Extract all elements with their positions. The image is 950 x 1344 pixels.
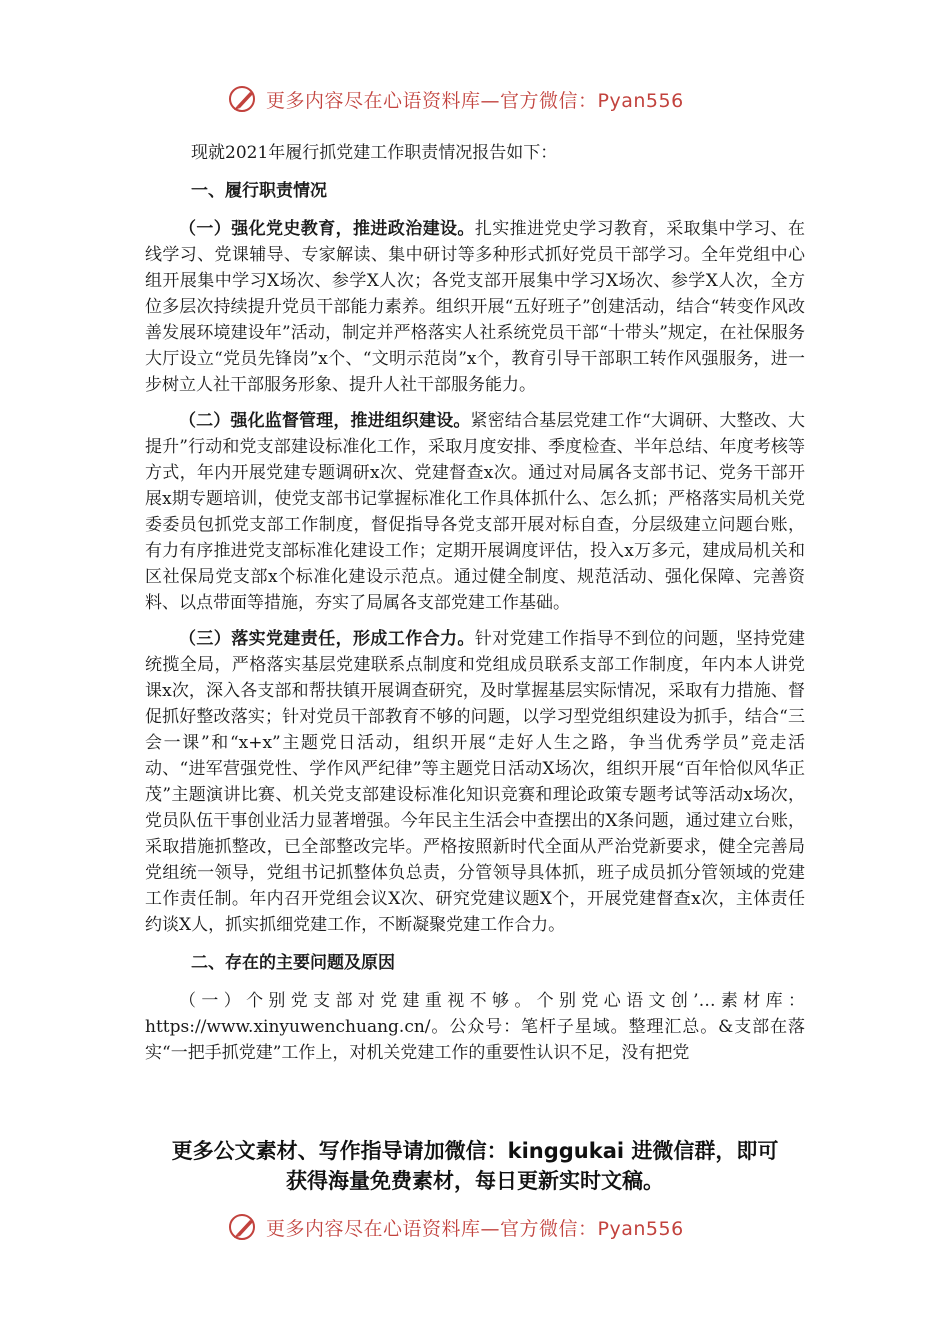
item-2-body: 紧密结合基层党建工作“大调研、大整改、大提升”行动和党支部建设标准化工作，采取月度安排、季度检查、半年总结、年度考核等方式，年内开展党建专题调研x次、党建督查x次。通过对局属各支部书记、党务干部开展x期专题培训，使党支部书记掌握标准化工作具体抓什么、怎么抓；严格落实局机关党委委员包抓党支部工作制度，督促指导各党支部开展对标自查，分层级建立问题台账，有力有序推进党支部标准化建设工作；定期开展调度评估，投入x万多元，建成局机关和区社保局党支部x个标准化建设示范点。通过健全制度、规范活动、强化保障、完善资料、以点带面等措施，夯实了局属各支部党建工作基础。 [145,411,806,613]
section-1-heading: 一、履行职责情况 [191,181,327,201]
section-1-item-2 [145,408,805,616]
item-3-body: 针对党建工作指导不到位的问题，坚持党建统揽全局，严格落实基层党建联系点制度和党组成员联系支部工作制度，年内本人讲党课x次，深入各支部和帮扶镇开展调查研究，及时掌握基层实际情况，采取有力措施、督促抓好整改落实；针对党员干部教育不够的问题，以学习型党组织建设为抓手，结合“三会一课”和“x+x”主题党日活动，组织开展“走好人生之路，争当优秀学员”竞走活动、“进军营强党性、学作风严纪律”等主题党日活动X场次，组织开展“百年恰似风华正茂”主题演讲比赛、机关党支部建设标准化知识竞赛和理论政策专题考试等活动x场次，党员队伍干事创业活力显著增强。今年民主生活会中查摆出的X条问题，通过建立台账，采取措施抓整改，已全部整改完毕。严格按照新时代全面从严治党新要求，健全完善局党组统一领导，党组书记抓整体负总责，分管领导具体抓，班子成员抓分管领域的党建工作责任制。年内召开党组会议X次、研究党建议题X个，开展党建督查x次，主体责任约谈X人，抓实抓细党建工作，不断凝聚党建工作合力。 [145,629,806,935]
item-1-body: 扎实推进党史学习教育，采取集中学习、在线学习、党课辅导、专家解读、集中研讨等多种形式抓好党员干部学习。全年党组中心组开展集中学习X场次、参学X人次；各党支部开展集中学习X场次、参学X人次，全方位多层次持续提升党员干部能力素养。组织开展“五好班子”创建活动，结合“转变作风改善发展环境建设年”活动，制定并严格落实人社系统党员干部“十带头”规定，在社保服务大厅设立“党员先锋岗”x个、“文明示范岗”x个，教育引导干部职工转作风强服务，进一步树立人社干部服务形象、提升人社干部服务能力。 [145,219,806,395]
section-2-paragraph-1: （一）个别党支部对党建重视不够。个别党心语文创’…素材库：https://www.xinyuwenchuang.cn/。公众号：笔杆子星域。整理汇总。&支部在落实“一把手抓党建”工作上，对机关党建工作的重要性认识不足，没有把党 [145,991,805,1063]
promo-banner-line-1: 更多公文素材、写作指导请加微信：kinggukai 进微信群，即可 [171,1139,779,1163]
pen-logo-icon [228,1212,258,1242]
section-1-item-1 [145,216,805,398]
section-1-item-3 [145,626,805,938]
intro-paragraph: 现就2021年履行抓党建工作职责情况报告如下： [191,143,558,163]
section-2-heading: 二、存在的主要问题及原因 [191,953,395,973]
pen-logo-icon [228,84,258,114]
watermark-header [228,84,684,114]
item-1-lead: （一）强化党史教育，推进政治建设。 [179,219,475,239]
promo-banner-line-2: 获得海量免费素材，每日更新实时文稿。 [286,1169,664,1193]
watermark-text: 更多内容尽在心语资料库—官方微信：Pyan556 [266,89,684,112]
watermark-footer [228,1212,684,1242]
document-body [145,138,805,1066]
item-3-lead: （三）落实党建责任，形成工作合力。 [179,629,475,649]
watermark-text: 更多内容尽在心语资料库—官方微信：Pyan556 [266,1217,684,1240]
item-2-lead: （二）强化监督管理，推进组织建设。 [179,411,471,431]
promo-banner [130,1136,820,1196]
